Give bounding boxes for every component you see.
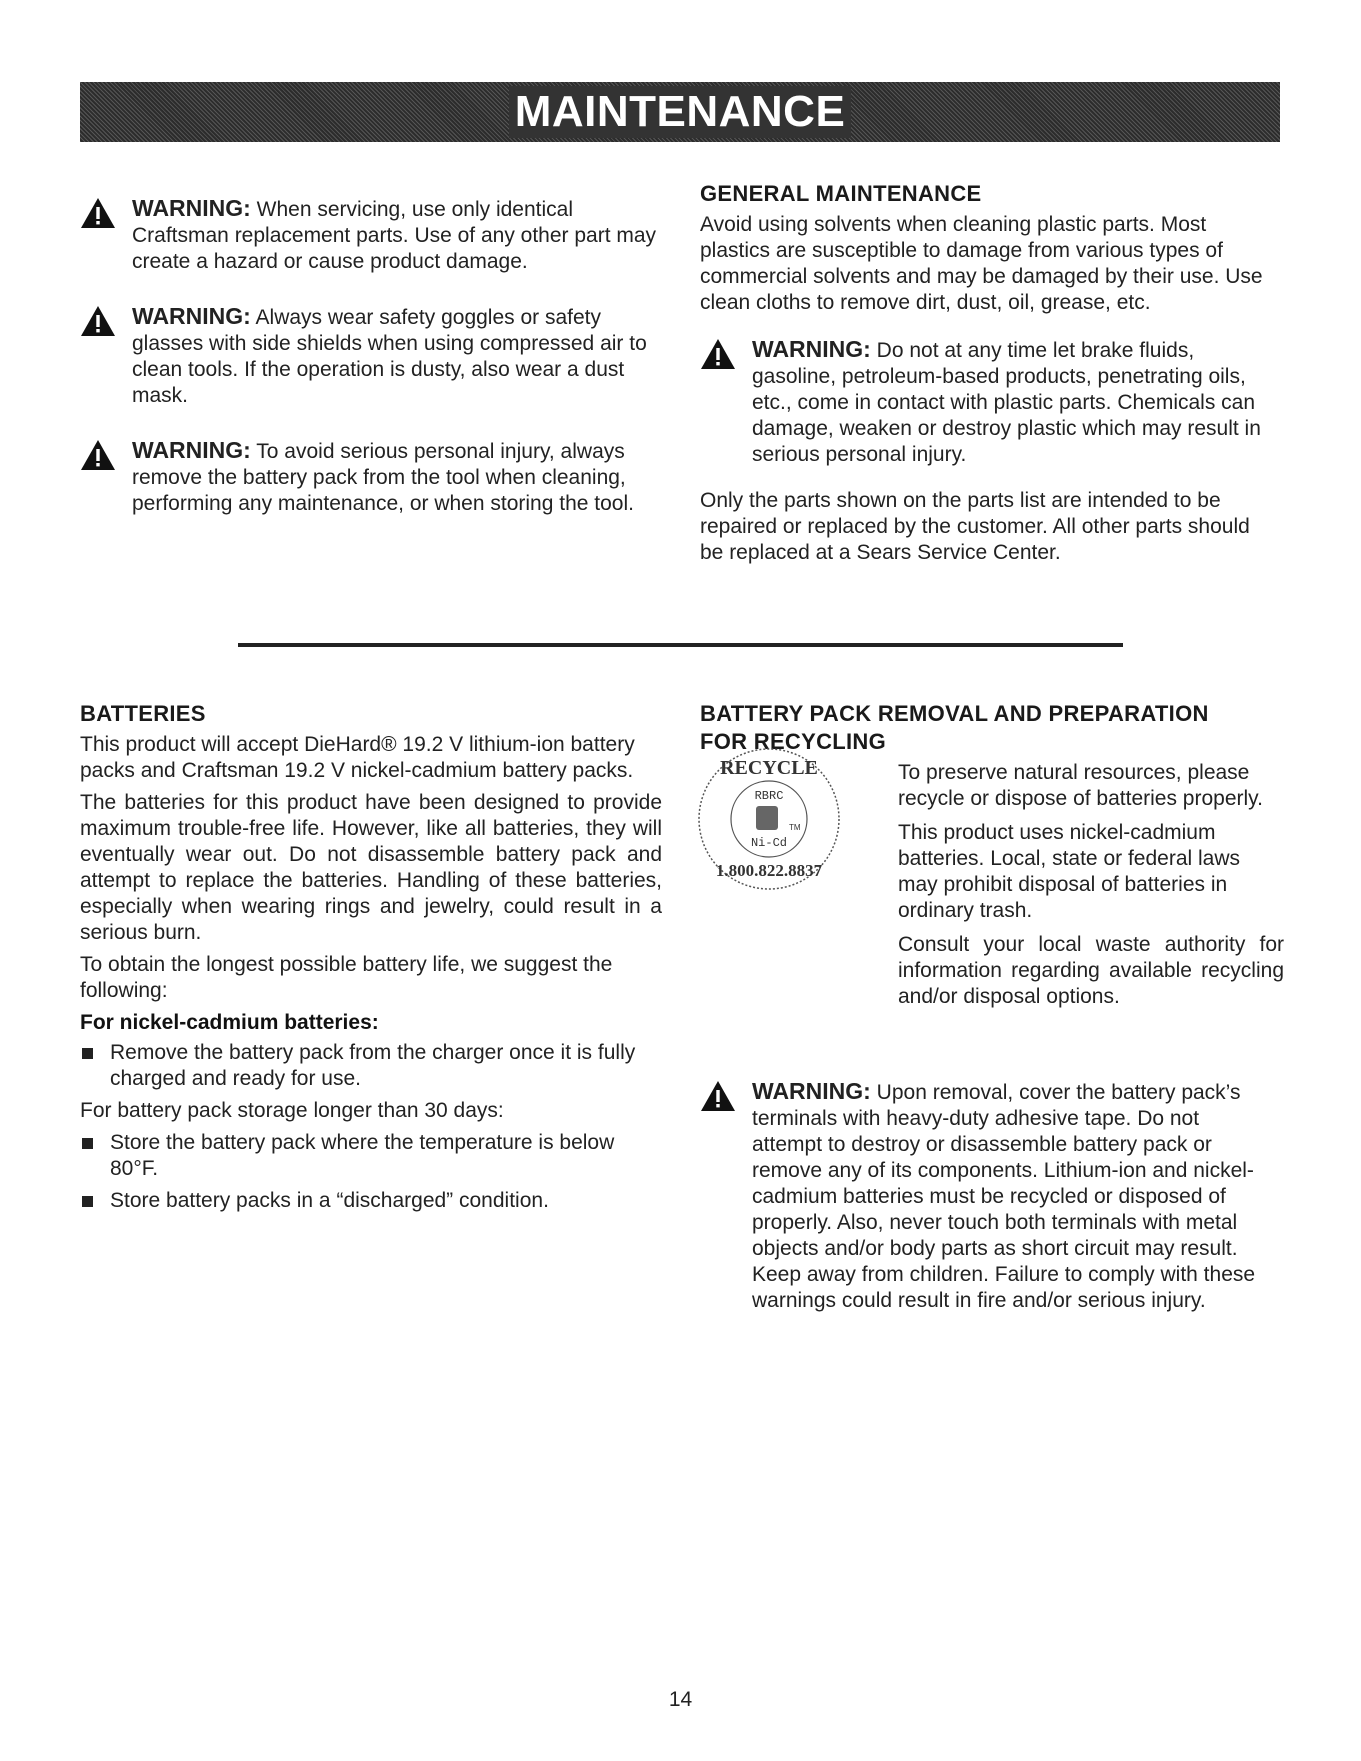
seal-chem-text: Ni-Cd [750, 836, 788, 850]
recycling-paragraph: Consult your local waste authority for information regarding available recycling and/or disposal options. [898, 933, 1284, 1008]
warning-label: WARNING: [132, 195, 251, 221]
list-item [80, 1040, 662, 1092]
warning-triangle-icon [80, 305, 116, 337]
bullet-square-icon [82, 1138, 93, 1149]
batteries-paragraph: To obtain the longest possible battery life, we suggest the following: [80, 953, 613, 1002]
warning-text: Always wear safety goggles or safety glasses with side shields when using compressed air to clean tools. If the operation is dusty, also wear a dust mask. [132, 306, 647, 407]
page-title: MAINTENANCE [509, 86, 852, 138]
list-item-text: Store the battery pack where the temperature is below 80°F. [110, 1131, 615, 1180]
warning-block [80, 437, 660, 517]
list-item-text: Store battery packs in a “discharged” condition. [110, 1189, 549, 1212]
warning-triangle-icon [80, 439, 116, 471]
seal-phone-text: 1.800.822.8837 [715, 861, 823, 880]
section-divider [238, 643, 1123, 647]
warning-triangle-icon [700, 1080, 736, 1112]
general-paragraph: Avoid using solvents when cleaning plastic parts. Most plastics are susceptible to damage from various types of commercial solvents and may be damaged by their use. Use clean cloths to remove dirt, dust, oil, grease, etc. [700, 213, 1263, 314]
batteries-heading: BATTERIES [80, 701, 206, 726]
recycling-paragraph: This product uses nickel-cadmium batteries. Local, state or federal laws may prohibit disposal of batteries in ordinary trash. [898, 821, 1241, 922]
nicad-subheading: For nickel-cadmium batteries: [80, 1011, 379, 1034]
warning-label: WARNING: [132, 303, 251, 329]
warning-label: WARNING: [752, 336, 871, 362]
seal-rbrc-text: RBRC [754, 789, 784, 803]
bullet-square-icon [82, 1196, 93, 1207]
warning-block [700, 1078, 1260, 1314]
recycling-text [898, 760, 1284, 1010]
list-item-text: Remove the battery pack from the charger once it is fully charged and ready for use. [110, 1041, 636, 1090]
batteries-section [80, 700, 662, 1214]
warning-text: When servicing, use only identical Craftsman replacement parts. Use of any other part may create a hazard or cause product damage. [132, 198, 657, 273]
recycling-warning [700, 1078, 1260, 1314]
list-item [80, 1188, 662, 1214]
general-maintenance-heading: GENERAL MAINTENANCE [700, 181, 982, 206]
warning-text: Do not at any time let brake fluids, gasoline, petroleum-based products, penetrating oils, etc., come in contact with plastic parts. Chemicals can damage, weaken or destroy plastic which may result in serious personal injury. [752, 339, 1261, 466]
page-number: 14 [668, 1688, 693, 1711]
warning-triangle-icon [700, 338, 736, 370]
seal-tm-text: TM [789, 823, 801, 832]
warning-text: Upon removal, cover the battery pack’s terminals with heavy-duty adhesive tape. Do not attempt to destroy or disassemble battery pack or remove any of its components. Lithium-ion and nickel-cadmium batteries must be recycled or disposed of properly. Also, never touch both terminals with metal objects and/or body parts as short circuit may result. Keep away from children. Failure to comply with these warnings could result in fire and/or serious injury. [752, 1081, 1256, 1312]
general-maintenance-section [700, 180, 1270, 566]
warning-label: WARNING: [752, 1078, 871, 1104]
batteries-paragraph: For battery pack storage longer than 30 days: [80, 1099, 504, 1122]
list-item [80, 1130, 662, 1182]
general-paragraph: Only the parts shown on the parts list are intended to be repaired or replaced by the customer. All other parts should be replaced at a Sears Service Center. [700, 489, 1250, 564]
warning-block [700, 336, 1270, 468]
warning-triangle-icon [80, 197, 116, 229]
rbrc-recycle-seal-icon [694, 744, 844, 894]
left-warnings [80, 195, 660, 517]
recycling-heading: BATTERY PACK REMOVAL AND PREPARATION FOR RECYCLING [700, 701, 1209, 754]
batteries-paragraph: This product will accept DieHard® 19.2 V lithium-ion battery packs and Craftsman 19.2 V nickel-cadmium battery packs. [80, 733, 635, 782]
warning-block [80, 195, 660, 275]
batteries-paragraph: The batteries for this product have been designed to provide maximum trouble-free life. However, like all batteries, they will eventually wear out. Do not disassemble battery pack and attempt to replace the batteries. Handling of these batteries, especially when wearing rings and jewelry, could result in a serious burn. [80, 791, 662, 944]
warning-block [80, 303, 660, 409]
warning-text: To avoid serious personal injury, always remove the battery pack from the tool when cleaning, performing any maintenance, or when storing the tool. [132, 440, 634, 515]
recycling-paragraph: To preserve natural resources, please recycle or dispose of batteries properly. [898, 761, 1263, 810]
section-banner [80, 82, 1280, 142]
bullet-square-icon [82, 1048, 93, 1059]
seal-recycle-text: RECYCLE [720, 757, 818, 779]
warning-label: WARNING: [132, 437, 251, 463]
